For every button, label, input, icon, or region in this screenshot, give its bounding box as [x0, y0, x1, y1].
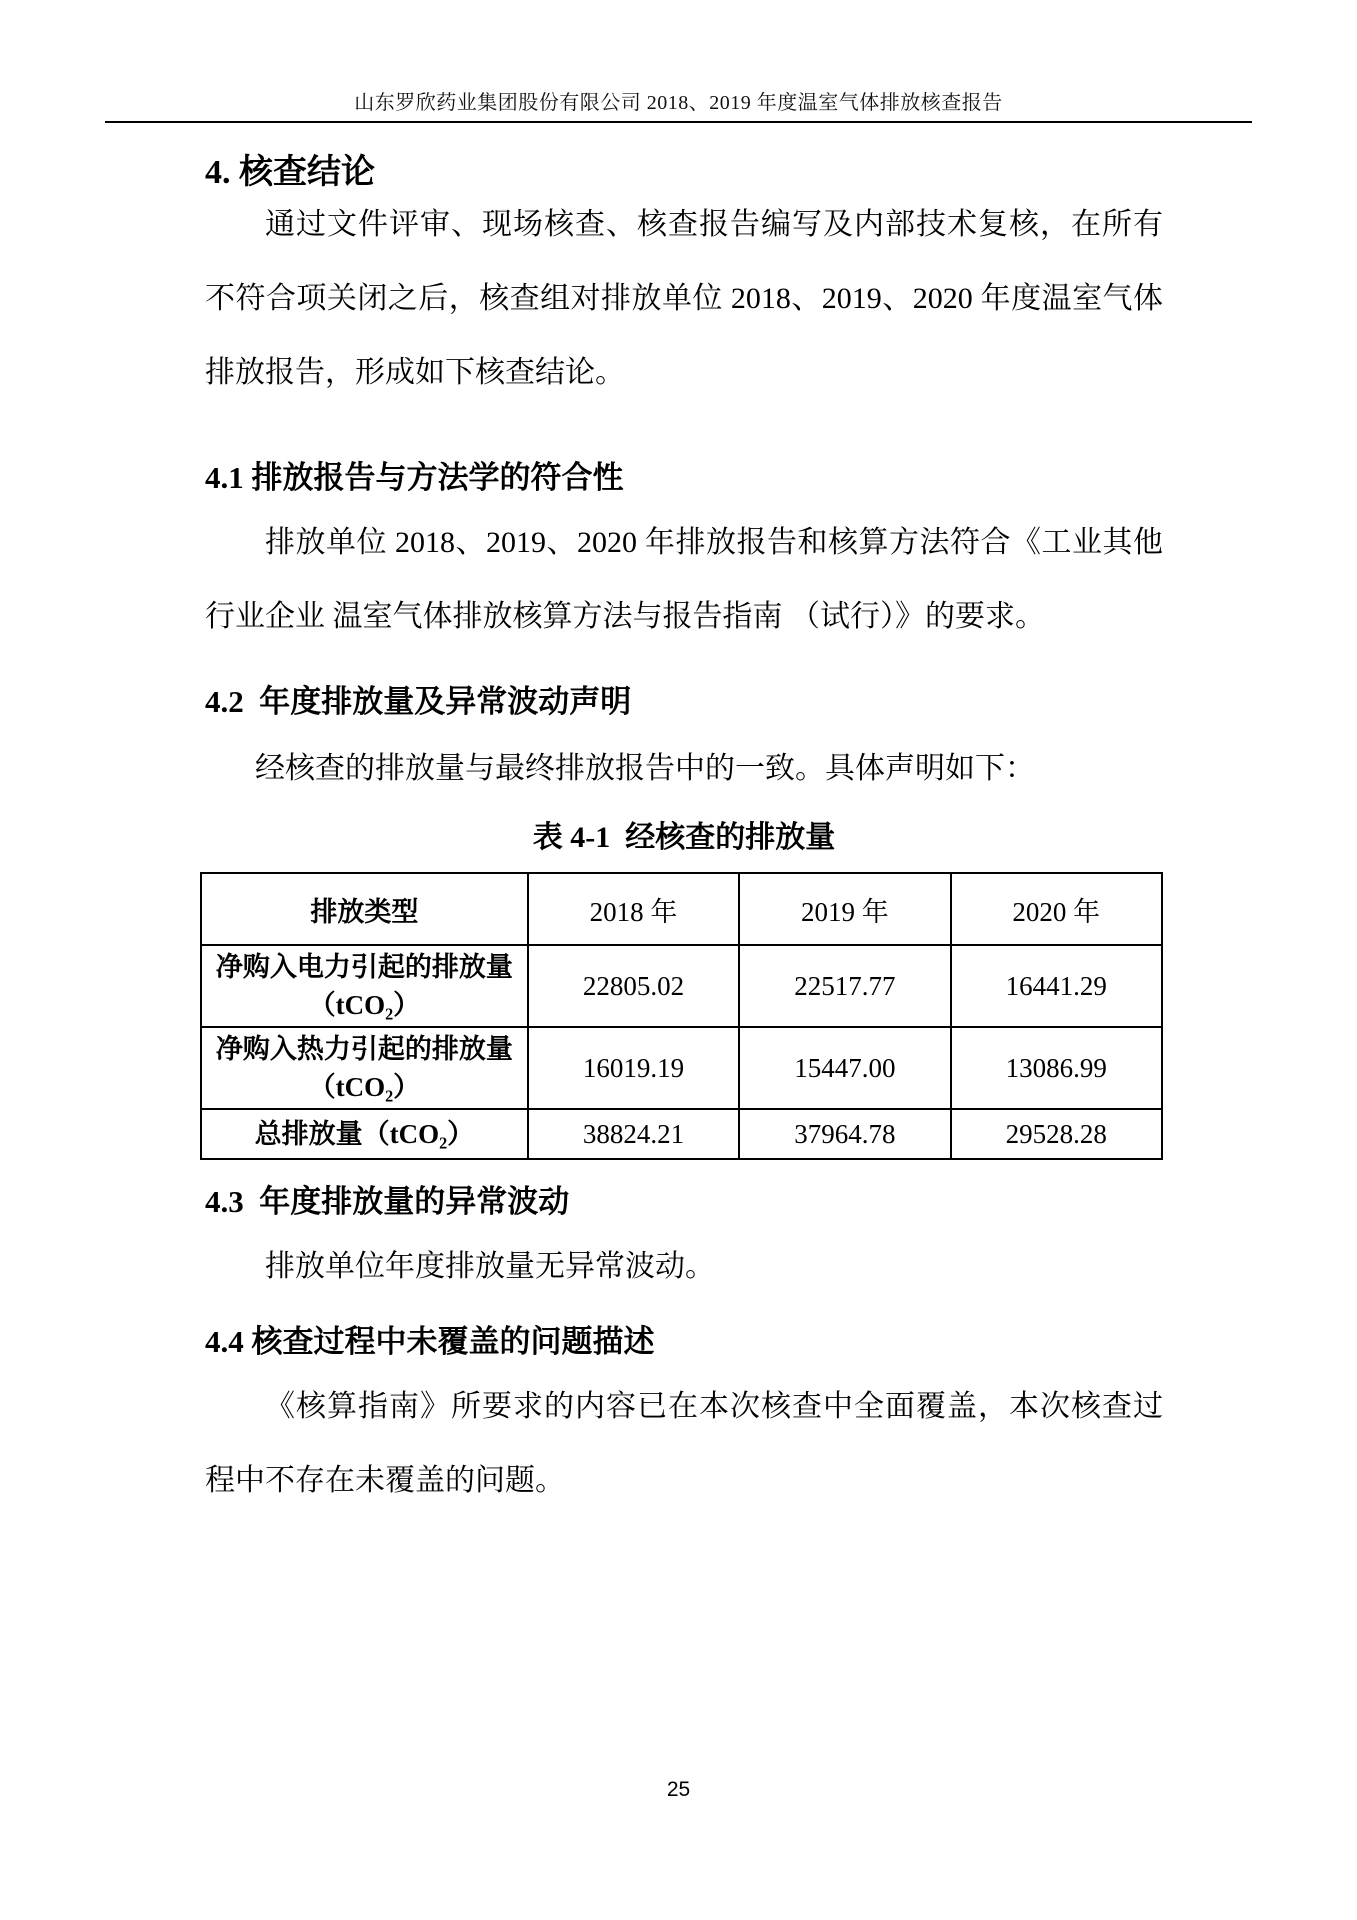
row-label-text: 净购入热力引起的排放量: [215, 1034, 513, 1064]
paragraph-no-abnormal-fluctuation: 排放单位年度排放量无异常波动。: [265, 1250, 715, 1283]
row-label-text: 净购入电力引起的排放量: [215, 952, 513, 982]
column-header-2020: 2020 年: [951, 873, 1162, 945]
row-label-text: 总排放量（tCO₂）: [254, 1119, 475, 1149]
cell-heat-2018: 16019.19: [528, 1027, 739, 1109]
row-label-unit: （tCO₂）: [308, 1072, 421, 1102]
section-heading-4: 4. 核查结论: [205, 154, 375, 191]
section-heading-4-2: 4.2 年度排放量及异常波动声明: [205, 684, 632, 719]
table-caption: 表 4-1 经核查的排放量: [532, 821, 836, 854]
paragraph-emissions-statement: 经核查的排放量与最终排放报告中的一致。具体声明如下：: [255, 752, 1035, 785]
cell-total-2019: 37964.78: [739, 1109, 950, 1159]
column-header-2019: 2019 年: [739, 873, 950, 945]
page-number: 25: [666, 1778, 691, 1801]
cell-total-2020: 29528.28: [951, 1109, 1162, 1159]
row-label-total: [201, 1109, 528, 1159]
column-header-emission-type: 排放类型: [201, 873, 528, 945]
table-row-electricity: [201, 945, 1162, 1027]
cell-heat-2020: 13086.99: [951, 1027, 1162, 1109]
table-row-total: [201, 1109, 1162, 1159]
cell-heat-2019: 15447.00: [739, 1027, 950, 1109]
table-header-row: [201, 873, 1162, 945]
page-header-title: 山东罗欣药业集团股份有限公司 2018、2019 年度温室气体排放核查报告: [354, 92, 1003, 114]
section-heading-4-4: 4.4 核查过程中未覆盖的问题描述: [205, 1324, 655, 1359]
section-heading-4-3: 4.3 年度排放量的异常波动: [205, 1184, 570, 1219]
row-label-electricity: [201, 945, 528, 1027]
row-label-heat: [201, 1027, 528, 1109]
table-row-heat: [201, 1027, 1162, 1109]
header-divider: [105, 121, 1252, 123]
cell-total-2018: 38824.21: [528, 1109, 739, 1159]
section-heading-4-1: 4.1 排放报告与方法学的符合性: [205, 460, 624, 495]
paragraph-methodology-conformance: 排放单位 2018、2019、2020 年排放报告和核算方法符合《工业其他行业企业 温室气体排放核算方法与报告指南 （试行）》的要求。: [205, 526, 1163, 633]
paragraph-uncovered-issues: 《核算指南》所要求的内容已在本次核查中全面覆盖，本次核查过程中不存在未覆盖的问题。: [205, 1390, 1163, 1497]
paragraph-conclusion-intro: 通过文件评审、现场核查、核查报告编写及内部技术复核，在所有不符合项关闭之后，核查组对排放单位 2018、2019、2020 年度温室气体排放报告，形成如下核查结论。: [205, 208, 1163, 389]
cell-electricity-2019: 22517.77: [739, 945, 950, 1027]
row-label-unit: （tCO₂）: [308, 990, 421, 1020]
verified-emissions-table: [200, 872, 1163, 1160]
column-header-2018: 2018 年: [528, 873, 739, 945]
cell-electricity-2018: 22805.02: [528, 945, 739, 1027]
cell-electricity-2020: 16441.29: [951, 945, 1162, 1027]
